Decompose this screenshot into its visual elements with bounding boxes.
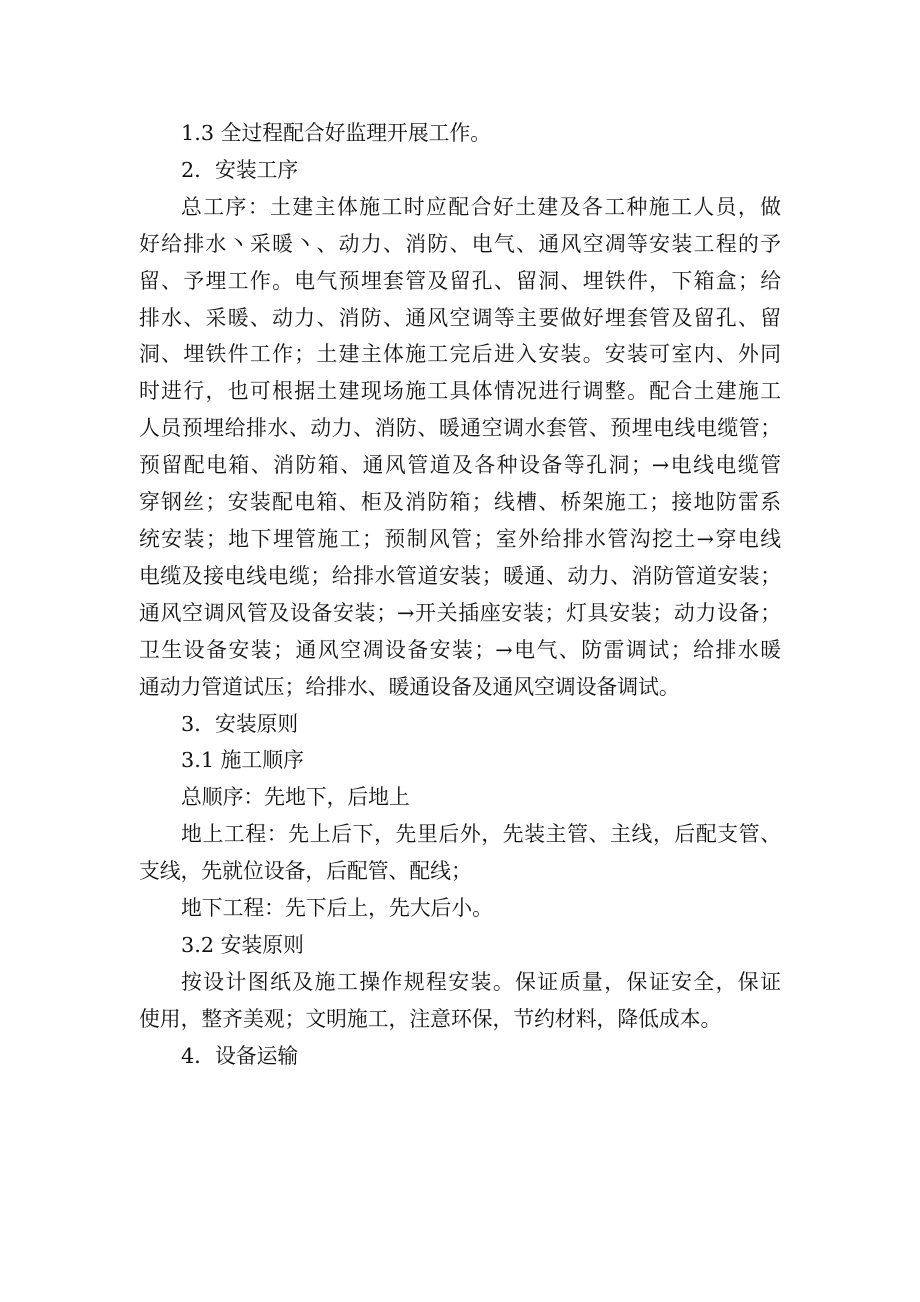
text-line: 人员预埋给排水、动力、消防、暖通空调水套管、预埋电线电缆管；	[139, 416, 781, 441]
text-line: 地上工程：先上后下，先里后外，先装主管、主线，后配支管、	[181, 822, 781, 847]
text-line: 1.3 全过程配合好监理开展工作。	[181, 121, 492, 145]
text-line: 好给排水丶采暖丶、动力、消防、电气、通风空凋等安装工程的予	[139, 231, 781, 256]
text-line: 通风空调风管及设备安装；→开关插座安装；灯具安装；动力设备；	[139, 600, 781, 625]
heading-3-1-construction-order	[139, 742, 781, 779]
paragraph-general-procedure	[139, 189, 781, 706]
text-line: 地下工程：先下后上，先大后小。	[181, 896, 493, 921]
text-line: 按设计图纸及施工操作规程安装。保证质量，保证安全，保证	[181, 969, 781, 994]
text-line: 4．设备运输	[181, 1043, 299, 1068]
text-line: 3.1 施工顺序	[181, 748, 304, 773]
text-line: 3.2 安装原则	[181, 932, 304, 957]
document-page	[139, 115, 781, 1075]
text-line: 通动力管道试压；给排水、暖通设备及通风空调设备调试。	[139, 674, 680, 699]
text-line: 统安装；地下埋管施工；预制风管；室外给排水管沟挖土→穿电线	[139, 526, 781, 551]
heading-2-install-procedure	[139, 152, 781, 189]
text-line: 预留配电箱、消防箱、通风管道及各种设备等孔洞；→电线电缆管	[139, 453, 781, 478]
text-line: 洞、埋铁件工作；土建主体施工完后进入安装。安装可室内、外同	[139, 342, 781, 367]
text-line: 使用，整齐美观；文明施工，注意环保，节约材料，降低成本。	[139, 1006, 722, 1031]
heading-3-install-principles	[139, 706, 781, 743]
heading-3-2-install-principles	[139, 927, 781, 964]
paragraph-install-by-design	[139, 964, 781, 1038]
paragraph-general-order	[139, 779, 781, 816]
text-line: 穿钢丝；安装配电箱、柜及消防箱；线槽、桥架施工；接地防雷系	[139, 490, 781, 515]
text-line: 支线，先就位设备，后配管、配线；	[139, 859, 472, 884]
text-line: 排水、采暖、动力、消防、通风空调等主要做好埋套管及留孔、留	[139, 305, 781, 330]
text-line: 卫生设备安装；通风空凋设备安装；→电气、防雷调试；给排水暖	[139, 637, 781, 662]
heading-4-equipment-transport	[139, 1038, 781, 1075]
text-line: 3．安装原则	[181, 711, 299, 736]
text-line: 电缆及接电线电缆；给排水管道安装；暖通、动力、消防管道安装；	[139, 563, 781, 588]
text-line: 2．安装工序	[181, 157, 299, 182]
text-line: 时进行，也可根据土建现场施工具体情况进行调整。配合土建施工	[139, 379, 781, 404]
text-line: 总顺序：先地下，后地上	[181, 785, 410, 810]
paragraph-above-ground-works	[139, 816, 781, 890]
text-line: 留、予埋工作。电气预埋套管及留孔、留洞、埋铁件，下箱盒；给	[139, 268, 781, 293]
paragraph-underground-works	[139, 890, 781, 927]
text-line: 总工序：土建主体施工时应配合好土建及各工种施工人员，做	[181, 194, 781, 219]
paragraph-1-3	[139, 115, 781, 152]
